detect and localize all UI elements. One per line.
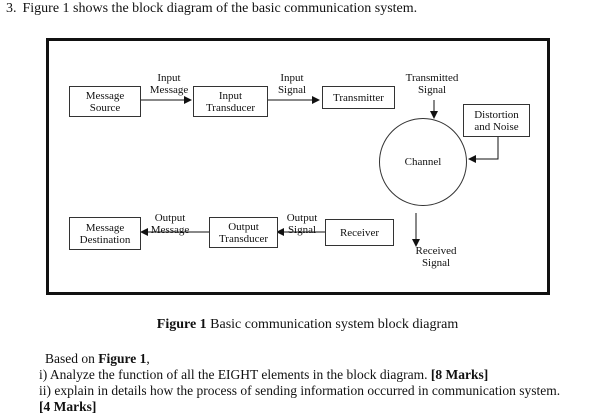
- label-input-message: Input Message: [149, 72, 189, 96]
- intro-prefix: Based on: [45, 351, 99, 366]
- intro-figure-ref: Figure 1: [98, 351, 147, 366]
- question-header: [6, 1, 417, 17]
- question-number: 3.: [6, 1, 17, 16]
- label-received-signal: Received Signal: [415, 245, 457, 269]
- part-ii-marks: [4 Marks]: [39, 399, 97, 414]
- label-output-signal: Output Signal: [286, 212, 318, 236]
- block-message-source: Message Source: [69, 86, 141, 117]
- instruction-part-i: [39, 367, 560, 383]
- block-output-transducer: Output Transducer: [209, 217, 278, 248]
- block-transmitter: Transmitter: [322, 86, 395, 109]
- label-input-signal: Input Signal: [277, 72, 307, 96]
- block-message-destination: Message Destination: [69, 217, 141, 250]
- instructions-intro: [39, 351, 560, 367]
- block-diagram: [46, 38, 550, 295]
- caption-text: Basic communication system block diagram: [206, 317, 459, 332]
- part-i-marks: [8 Marks]: [430, 367, 489, 382]
- question-text: Figure 1 shows the block diagram of the basic communication system.: [22, 1, 418, 16]
- block-input-transducer: Input Transducer: [193, 86, 268, 117]
- label-transmitted-signal: Transmitted Signal: [405, 72, 459, 96]
- instruction-part-ii: ii) explain in details how the process of sending information occurred in communication system.: [39, 383, 561, 398]
- instruction-part-ii-marks: [39, 399, 560, 415]
- block-distortion-noise: Distortion and Noise: [463, 104, 530, 137]
- label-output-message: Output Message: [150, 212, 190, 236]
- instructions: [39, 351, 560, 415]
- intro-suffix: ,: [146, 351, 150, 366]
- part-i-text: i) Analyze the function of all the EIGHT elements in the block diagram.: [39, 367, 431, 382]
- block-receiver: Receiver: [325, 219, 394, 246]
- caption-figure-ref: Figure 1: [156, 317, 207, 332]
- figure-caption: [0, 317, 615, 333]
- block-channel: Channel: [379, 118, 467, 206]
- arrow-noise-to-channel: [469, 137, 498, 159]
